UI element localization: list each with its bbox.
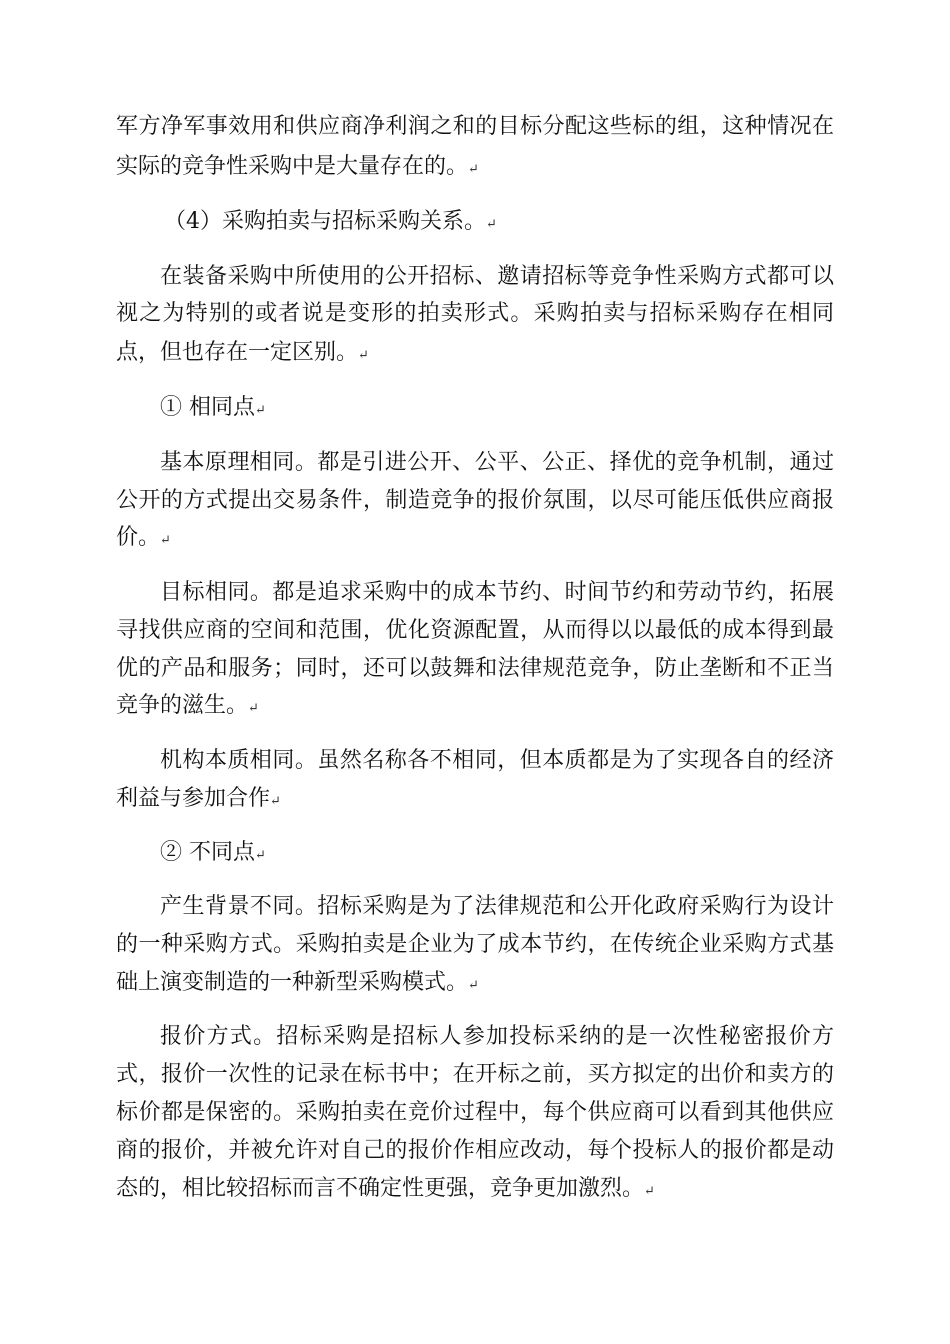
text-line: 基本原理相同。都是引进公开、公平、公正、择优的竞争机制，通过 (160, 450, 834, 475)
paragraph-mark-icon: ↵ (644, 1184, 654, 1199)
text-line: 优的产品和服务；同时，还可以鼓舞和法律规范竞争，防止垄断和不正当 (116, 656, 834, 681)
text-line: 点，但也存在一定区别。↵ (116, 340, 368, 365)
paragraph-mark-icon: ↵ (255, 403, 265, 418)
text-line: 报价方式。招标采购是招标人参加投标采纳的是一次性秘密报价方 (160, 1024, 834, 1049)
text-line: 在装备采购中所使用的公开招标、邀请招标等竞争性采购方式都可以 (160, 264, 834, 289)
text-line: 商的报价，并被允许对自己的报价作相应改动，每个投标人的报价都是动 (116, 1138, 834, 1163)
text-line: 视之为特别的或者说是变形的拍卖形式。采购拍卖与招标采购存在相同 (116, 301, 834, 326)
text-line: 实际的竞争性采购中是大量存在的。↵ (116, 154, 478, 179)
text-line: 标价都是保密的。采购拍卖在竞价过程中，每个供应商可以看到其他供应 (116, 1100, 834, 1125)
paragraph-mark-icon: ↵ (486, 217, 496, 232)
text-line: 机构本质相同。虽然名称各不相同，但本质都是为了实现各自的经济 (160, 748, 834, 773)
text-line: 寻找供应商的空间和范围，优化资源配置，从而得以以最低的成本得到最 (116, 618, 834, 643)
text-line: 公开的方式提出交易条件，制造竞争的报价氛围，以尽可能压低供应商报 (116, 488, 834, 513)
text-line: 础上演变制造的一种新型采购模式。↵ (116, 970, 478, 995)
paragraph-mark-icon: ↵ (270, 794, 280, 809)
paragraph-mark-icon: ↵ (255, 848, 265, 863)
text-line: 军方净军事效用和供应商净利润之和的目标分配这些标的组，这种情况在 (116, 114, 834, 139)
paragraph-mark-icon: ↵ (468, 978, 478, 993)
text-line: 利益与参加合作↵ (116, 786, 280, 811)
paragraph-mark-icon: ↵ (468, 162, 478, 177)
text-line: 产生背景不同。招标采购是为了法律规范和公开化政府采购行为设计 (160, 894, 834, 919)
paragraph-mark-icon: ↵ (160, 533, 170, 548)
text-line: 态的，相比较招标而言不确定性更强，竞争更加激烈。↵ (116, 1176, 654, 1201)
paragraph-mark-icon: ↵ (358, 348, 368, 363)
paragraph-mark-icon: ↵ (248, 701, 258, 716)
subsection-heading: ② 不同点↵ (160, 840, 265, 865)
text-line: 的一种采购方式。采购拍卖是企业为了成本节约，在传统企业采购方式基 (116, 932, 834, 957)
text-line: 式，报价一次性的记录在标书中；在开标之前，买方拟定的出价和卖方的 (116, 1062, 834, 1087)
text-line: 目标相同。都是追求采购中的成本节约、时间节约和劳动节约，拓展 (160, 580, 834, 605)
section-heading: （4）采购拍卖与招标采购关系。↵ (164, 209, 496, 234)
text-line: 价。↵ (116, 525, 170, 550)
subsection-heading: ① 相同点↵ (160, 395, 265, 420)
text-line: 竞争的滋生。↵ (116, 693, 258, 718)
